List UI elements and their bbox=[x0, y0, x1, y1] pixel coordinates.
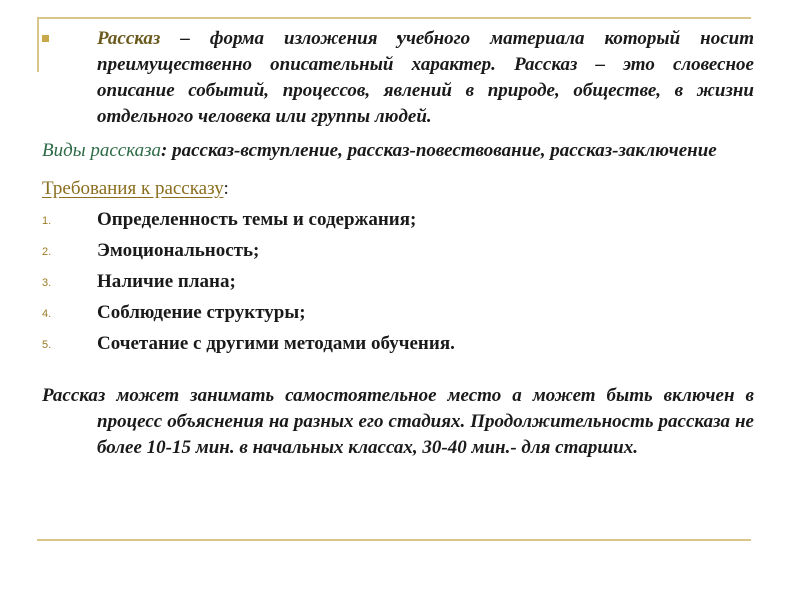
list-item bbox=[42, 268, 754, 299]
requirements-list bbox=[42, 206, 754, 361]
left-accent-line bbox=[37, 17, 39, 72]
list-item bbox=[42, 330, 754, 361]
list-item bbox=[42, 299, 754, 330]
intro-paragraph bbox=[42, 26, 754, 130]
closing-paragraph: Рассказ может занимать самостоятельное место а может быть включен в процесс объяснения на разных его стадиях. Продолжительность рассказа не более 10-15 мин. в начальных классах, 30-40 мин.- для старших. bbox=[42, 385, 754, 458]
list-item-text: Сочетание с другими методами обучения. bbox=[97, 333, 455, 354]
intro-text: – форма изложения учебного материала который носит преимущественно описательный характер. Рассказ – это словесное описание событий, процессов, явлений в природе, обществе, в жизни отдельного человека или группы людей. bbox=[97, 28, 754, 127]
list-number: 3. bbox=[42, 277, 52, 289]
list-number: 1. bbox=[42, 215, 52, 227]
types-label: Виды рассказа bbox=[42, 140, 162, 161]
requirements-heading bbox=[42, 176, 754, 202]
list-item-text: Наличие плана; bbox=[97, 271, 236, 292]
square-bullet-icon bbox=[42, 35, 49, 42]
list-number: 4. bbox=[42, 308, 52, 320]
list-number: 5. bbox=[42, 339, 52, 351]
list-item-text: Определенность темы и содержания; bbox=[97, 209, 417, 230]
list-item-text: Соблюдение структуры; bbox=[97, 302, 306, 323]
list-number: 2. bbox=[42, 246, 52, 258]
types-paragraph bbox=[42, 138, 754, 164]
top-divider bbox=[37, 17, 751, 19]
list-item bbox=[42, 206, 754, 237]
bottom-divider bbox=[37, 539, 751, 541]
list-item bbox=[42, 237, 754, 268]
slide-content bbox=[42, 26, 754, 461]
requirements-title: Требования к рассказу bbox=[42, 178, 224, 199]
intro-term: Рассказ bbox=[97, 28, 161, 49]
requirements-suffix: : bbox=[223, 178, 229, 199]
types-text: : рассказ-вступление, рассказ-повествование, рассказ-заключение bbox=[161, 140, 717, 161]
list-item-text: Эмоциональность; bbox=[97, 240, 260, 261]
